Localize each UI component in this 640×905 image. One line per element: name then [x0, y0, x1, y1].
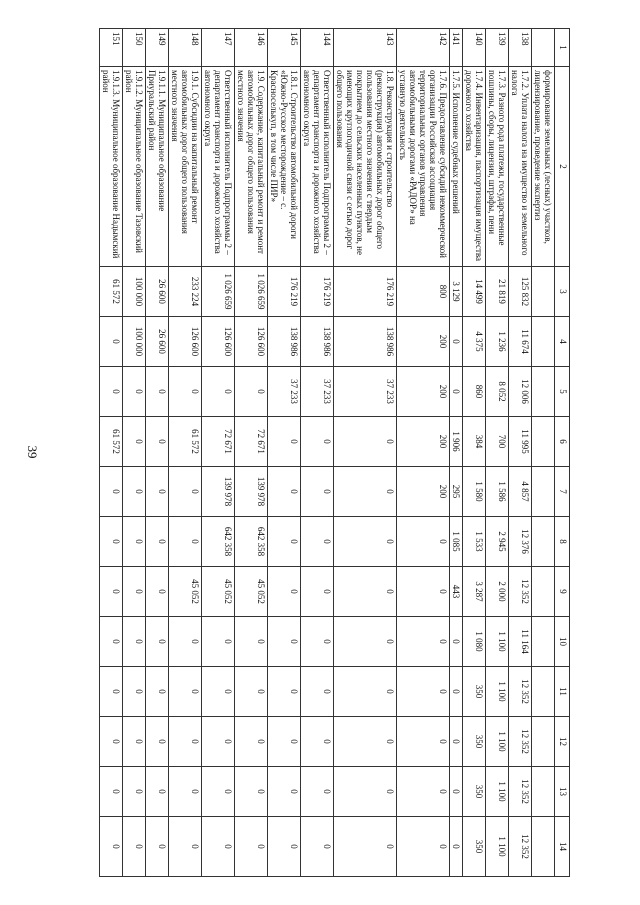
value-cell: 12 352	[509, 567, 532, 617]
row-name: 1.7.6. Предоставление субсидий некоммерческой организации Российская ассоциация территориальных органов управления автомобильными дорогами «РАДОР» на уставную деятельность	[397, 67, 450, 267]
row-name: 1.9.1.3. Муниципальное образование Надымский район	[100, 67, 123, 267]
value-cell: 0	[100, 767, 123, 817]
value-cell: 0	[169, 617, 202, 667]
value-cell	[532, 267, 555, 317]
value-cell: 1 085	[450, 517, 463, 567]
value-cell: 0	[334, 667, 397, 717]
value-cell: 100 000	[123, 317, 146, 367]
value-cell: 0	[334, 417, 397, 467]
table-row	[146, 29, 169, 877]
value-cell: 45 052	[202, 567, 235, 617]
value-cell: 0	[268, 767, 301, 817]
row-name: 1.8. Реконструкция и строительство (реконструкция) автомобильных дорог общего пользования местного значения с твердым покрытием до сельских населенных пунктов, не имеющих круглогодичной связи с сетью дорог общего пользования	[334, 67, 397, 267]
value-cell: 0	[397, 717, 450, 767]
value-cell: 0	[123, 667, 146, 717]
value-cell: 0	[301, 417, 334, 467]
value-cell: 2 945	[486, 517, 509, 567]
value-cell: 0	[123, 717, 146, 767]
value-cell: 0	[146, 667, 169, 717]
value-cell: 0	[301, 667, 334, 717]
value-cell: 1 100	[486, 617, 509, 667]
value-cell: 0	[202, 717, 235, 767]
value-cell	[532, 767, 555, 817]
value-cell: 0	[123, 767, 146, 817]
value-cell: 0	[123, 617, 146, 667]
row-number: 145	[268, 29, 301, 67]
value-cell: 14 499	[463, 267, 486, 317]
table-row	[509, 29, 532, 877]
value-cell: 26 600	[146, 317, 169, 367]
value-cell: 1 080	[463, 617, 486, 667]
budget-table-sheet	[70, 28, 570, 876]
column-header: 4	[555, 317, 570, 367]
value-cell: 0	[202, 617, 235, 667]
value-cell: 384	[463, 417, 486, 467]
value-cell	[532, 567, 555, 617]
row-number: 146	[235, 29, 268, 67]
value-cell: 0	[397, 817, 450, 877]
budget-table	[99, 28, 570, 877]
column-header: 6	[555, 417, 570, 467]
value-cell: 176 219	[268, 267, 301, 317]
value-cell: 0	[268, 417, 301, 467]
row-name: 1.8.1. Строительство автомобильной дороги «Южно-Русское месторождение – с. Красноселькуп, в том числе ПИР»	[268, 67, 301, 267]
table-row	[202, 29, 235, 877]
row-name: 1.7.4. Инвентаризация, паспортизация имущества дорожного хозяйства	[463, 67, 486, 267]
value-cell	[532, 817, 555, 877]
value-cell: 176 219	[301, 267, 334, 317]
value-cell: 1 236	[486, 317, 509, 367]
value-cell: 11 164	[509, 617, 532, 667]
header-row	[555, 29, 570, 877]
value-cell: 0	[146, 617, 169, 667]
value-cell: 0	[202, 667, 235, 717]
column-header: 9	[555, 567, 570, 617]
value-cell: 860	[463, 367, 486, 417]
value-cell: 176 219	[334, 267, 397, 317]
row-name: 1.7.2. Уплата налога на имущество и земельного налога	[509, 67, 532, 267]
value-cell	[532, 667, 555, 717]
value-cell: 0	[301, 567, 334, 617]
value-cell	[532, 717, 555, 767]
value-cell: 8 052	[486, 367, 509, 417]
value-cell: 0	[397, 667, 450, 717]
value-cell: 350	[463, 667, 486, 717]
row-number: 140	[463, 29, 486, 67]
value-cell: 11 674	[509, 317, 532, 367]
value-cell: 0	[268, 567, 301, 617]
value-cell: 0	[123, 817, 146, 877]
value-cell: 0	[268, 717, 301, 767]
value-cell: 350	[463, 817, 486, 877]
value-cell: 0	[202, 767, 235, 817]
value-cell	[532, 467, 555, 517]
value-cell: 45 052	[169, 567, 202, 617]
value-cell: 1 100	[486, 817, 509, 877]
row-number: 138	[509, 29, 532, 67]
column-header: 14	[555, 817, 570, 877]
value-cell: 12 352	[509, 717, 532, 767]
table-row	[334, 29, 397, 877]
value-cell: 0	[123, 467, 146, 517]
value-cell: 0	[334, 517, 397, 567]
value-cell: 0	[235, 667, 268, 717]
value-cell: 0	[301, 467, 334, 517]
value-cell: 12 352	[509, 667, 532, 717]
value-cell: 0	[146, 567, 169, 617]
value-cell: 0	[450, 617, 463, 667]
value-cell: 61 572	[100, 417, 123, 467]
value-cell: 0	[123, 367, 146, 417]
value-cell: 0	[169, 467, 202, 517]
column-header: 7	[555, 467, 570, 517]
value-cell: 0	[268, 817, 301, 877]
value-cell: 61 572	[169, 417, 202, 467]
value-cell: 21 819	[486, 267, 509, 317]
row-number: 141	[450, 29, 463, 67]
table-row	[235, 29, 268, 877]
value-cell: 0	[100, 617, 123, 667]
value-cell: 0	[146, 367, 169, 417]
row-number: 147	[202, 29, 235, 67]
value-cell: 1 100	[486, 767, 509, 817]
value-cell: 0	[397, 617, 450, 667]
value-cell: 200	[397, 317, 450, 367]
value-cell: 0	[235, 617, 268, 667]
row-number	[532, 29, 555, 67]
value-cell: 0	[100, 467, 123, 517]
column-header: 5	[555, 367, 570, 417]
value-cell: 0	[169, 667, 202, 717]
value-cell: 0	[123, 517, 146, 567]
table-row	[100, 29, 123, 877]
row-name: 1.9.1.2. Муниципальное образование Тазовский район	[123, 67, 146, 267]
value-cell: 0	[268, 467, 301, 517]
value-cell: 1 026 659	[202, 267, 235, 317]
table-row	[169, 29, 202, 877]
value-cell: 350	[463, 767, 486, 817]
value-cell: 1 906	[450, 417, 463, 467]
value-cell: 0	[146, 417, 169, 467]
value-cell: 0	[334, 717, 397, 767]
value-cell: 138 986	[334, 317, 397, 367]
value-cell: 37 233	[301, 367, 334, 417]
value-cell: 0	[146, 467, 169, 517]
column-header: 3	[555, 267, 570, 317]
value-cell: 0	[169, 817, 202, 877]
table-row	[301, 29, 334, 877]
column-header: 12	[555, 717, 570, 767]
value-cell: 0	[100, 567, 123, 617]
row-number: 148	[169, 29, 202, 67]
value-cell: 0	[100, 717, 123, 767]
row-name: формирование земельных (лесных) участков, лицензирование, проведение экспертиз	[532, 67, 555, 267]
value-cell: 138 986	[301, 317, 334, 367]
value-cell: 45 052	[235, 567, 268, 617]
row-number: 144	[301, 29, 334, 67]
value-cell: 1 026 659	[235, 267, 268, 317]
row-number: 142	[397, 29, 450, 67]
value-cell: 200	[397, 417, 450, 467]
value-cell: 37 233	[334, 367, 397, 417]
value-cell: 0	[450, 817, 463, 877]
value-cell: 12 352	[509, 817, 532, 877]
value-cell: 3 287	[463, 567, 486, 617]
value-cell: 12 352	[509, 767, 532, 817]
value-cell: 61 572	[100, 267, 123, 317]
value-cell: 0	[100, 517, 123, 567]
value-cell: 0	[235, 717, 268, 767]
table-row	[123, 29, 146, 877]
value-cell: 11 995	[509, 417, 532, 467]
row-number: 139	[486, 29, 509, 67]
value-cell: 443	[450, 567, 463, 617]
value-cell: 0	[100, 667, 123, 717]
value-cell: 3 129	[450, 267, 463, 317]
value-cell: 0	[169, 367, 202, 417]
value-cell: 642 358	[235, 517, 268, 567]
value-cell: 0	[301, 517, 334, 567]
value-cell: 0	[334, 617, 397, 667]
value-cell: 0	[268, 617, 301, 667]
value-cell: 26 600	[146, 267, 169, 317]
value-cell: 0	[146, 767, 169, 817]
column-header: 8	[555, 517, 570, 567]
row-number: 143	[334, 29, 397, 67]
row-number: 150	[123, 29, 146, 67]
value-cell: 139 978	[202, 467, 235, 517]
value-cell: 12 376	[509, 517, 532, 567]
row-number: 149	[146, 29, 169, 67]
value-cell: 295	[450, 467, 463, 517]
value-cell: 139 978	[235, 467, 268, 517]
table-row	[532, 29, 555, 877]
row-name: Ответственный исполнитель Подпрограммы 2 – департамент транспорта и дорожного хозяйства автономного округа	[202, 67, 235, 267]
value-cell: 0	[202, 817, 235, 877]
value-cell	[532, 617, 555, 667]
value-cell: 0	[100, 817, 123, 877]
value-cell: 12 006	[509, 367, 532, 417]
table-body	[100, 29, 555, 877]
table-row	[463, 29, 486, 877]
value-cell: 0	[169, 767, 202, 817]
value-cell: 0	[202, 367, 235, 417]
value-cell	[532, 367, 555, 417]
value-cell: 0	[301, 617, 334, 667]
value-cell: 0	[301, 767, 334, 817]
row-name: Ответственный исполнитель Подпрограммы 2 – департамент транспорта и дорожного хозяйства автономного округа	[301, 67, 334, 267]
value-cell: 800	[397, 267, 450, 317]
value-cell: 0	[397, 767, 450, 817]
row-name: 1.9.1.1. Муниципальное образование Приуральский район	[146, 67, 169, 267]
value-cell: 0	[301, 817, 334, 877]
value-cell: 4 857	[509, 467, 532, 517]
value-cell: 0	[235, 817, 268, 877]
value-cell: 0	[146, 517, 169, 567]
value-cell: 1 100	[486, 667, 509, 717]
value-cell: 200	[397, 467, 450, 517]
value-cell: 37 233	[268, 367, 301, 417]
value-cell: 642 358	[202, 517, 235, 567]
row-number: 151	[100, 29, 123, 67]
value-cell: 0	[100, 367, 123, 417]
value-cell: 200	[397, 367, 450, 417]
value-cell	[532, 317, 555, 367]
value-cell: 0	[268, 667, 301, 717]
value-cell: 233 224	[169, 267, 202, 317]
row-name: 1.9. Содержание, капитальный ремонт и ремонт автомобильных дорог общего пользования местного значения	[235, 67, 268, 267]
value-cell: 350	[463, 717, 486, 767]
value-cell: 126 600	[169, 317, 202, 367]
value-cell: 0	[334, 767, 397, 817]
value-cell: 4 375	[463, 317, 486, 367]
column-header: 2	[555, 67, 570, 267]
column-header: 10	[555, 617, 570, 667]
row-name: 1.9.1. Субсидии на капитальный ремонт автомобильных дорог общего пользования местного значения	[169, 67, 202, 267]
value-cell: 125 832	[509, 267, 532, 317]
value-cell: 0	[450, 767, 463, 817]
value-cell: 0	[123, 567, 146, 617]
value-cell: 0	[169, 517, 202, 567]
value-cell: 0	[169, 717, 202, 767]
value-cell: 1 586	[486, 467, 509, 517]
value-cell: 2 000	[486, 567, 509, 617]
row-name: 1.7.3. Разного рода платежи, государственные пошлины, сборы, лицензии, штрафы, пени	[486, 67, 509, 267]
value-cell: 0	[146, 717, 169, 767]
value-cell: 0	[235, 367, 268, 417]
column-header: 11	[555, 667, 570, 717]
value-cell: 0	[334, 467, 397, 517]
value-cell: 100 000	[123, 267, 146, 317]
table-row	[450, 29, 463, 877]
value-cell: 1 580	[463, 467, 486, 517]
value-cell: 0	[397, 567, 450, 617]
table-row	[397, 29, 450, 877]
table-row	[486, 29, 509, 877]
column-header: 13	[555, 767, 570, 817]
value-cell: 1 100	[486, 717, 509, 767]
page-number: 39	[25, 445, 40, 459]
column-header: 1	[555, 29, 570, 67]
value-cell: 0	[397, 517, 450, 567]
value-cell: 126 600	[202, 317, 235, 367]
value-cell: 1 533	[463, 517, 486, 567]
value-cell: 0	[334, 567, 397, 617]
table-row	[268, 29, 301, 877]
value-cell: 138 986	[268, 317, 301, 367]
value-cell	[532, 417, 555, 467]
value-cell: 0	[235, 767, 268, 817]
value-cell: 0	[450, 317, 463, 367]
value-cell: 72 671	[235, 417, 268, 467]
value-cell: 0	[301, 717, 334, 767]
value-cell: 126 600	[235, 317, 268, 367]
value-cell: 0	[334, 817, 397, 877]
value-cell: 0	[450, 367, 463, 417]
value-cell: 700	[486, 417, 509, 467]
value-cell: 0	[146, 817, 169, 877]
value-cell: 0	[450, 717, 463, 767]
value-cell: 0	[450, 667, 463, 717]
row-name: 1.7.5. Исполнение судебных решений	[450, 67, 463, 267]
value-cell: 0	[268, 517, 301, 567]
value-cell: 72 671	[202, 417, 235, 467]
value-cell: 0	[100, 317, 123, 367]
value-cell: 0	[123, 417, 146, 467]
value-cell	[532, 517, 555, 567]
